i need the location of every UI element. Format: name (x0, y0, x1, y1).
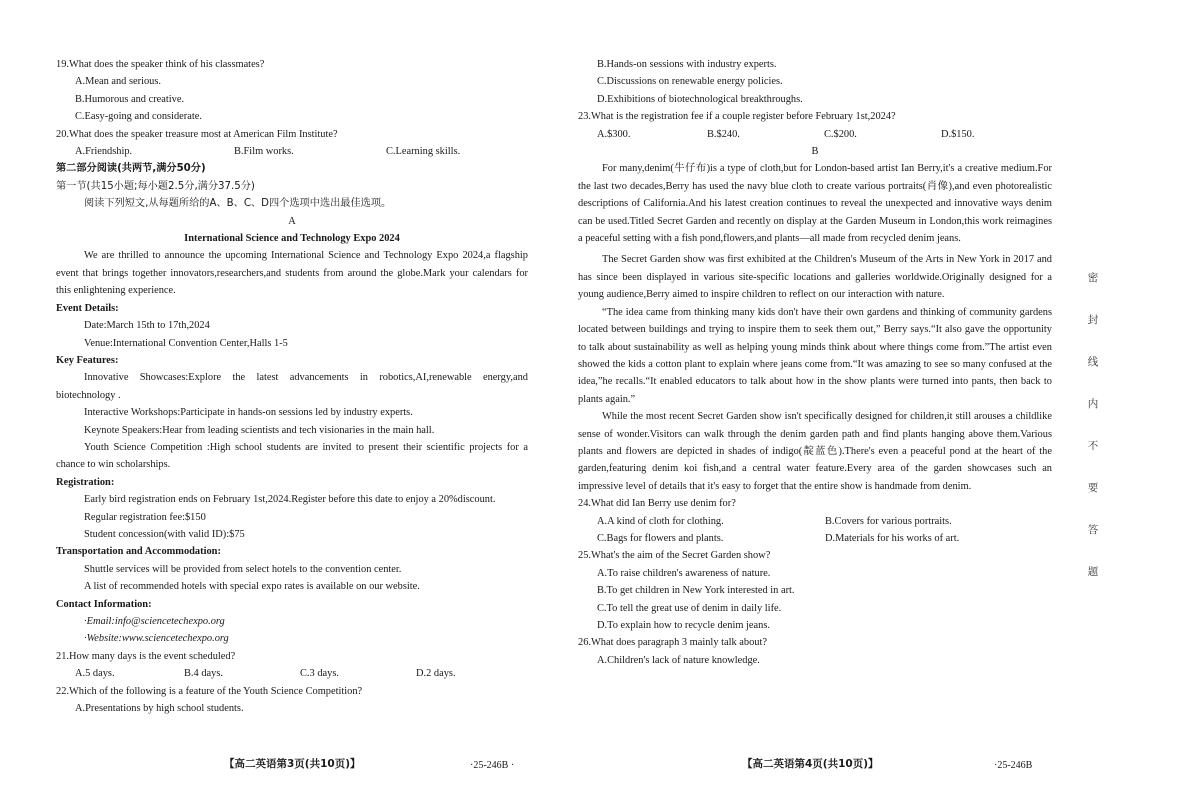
q20-option-a: A.Friendship. (75, 146, 133, 158)
q25-stem: 25.What's the aim of the Secret Garden show? (578, 550, 771, 562)
q24-stem: 24.What did Ian Berry use denim for? (578, 498, 736, 510)
q20-stem: 20.What does the speaker treasure most at American Film Institute? (56, 128, 338, 140)
contact-website: ·Website:www.sciencetechexpo.org (84, 633, 229, 645)
q19-stem: 19.What does the speaker think of his classmates? (56, 59, 265, 70)
left-page-footer: 【高二英语第3页(共10页)】 (224, 758, 361, 770)
q21-stem: 21.How many days is the event scheduled? (56, 650, 236, 662)
passage-b-paragraph-2: The Secret Garden show was first exhibited at the Children's Museum of the Arts in New York in 2017 and has since been displayed in various site-specific locations and galleries worldwide.Originally designed for a young audience,Berry aimed to inspire children to reflect on our interaction with nature. (578, 254, 1052, 301)
seal-char: 题 (1087, 566, 1099, 578)
right-column (578, 56, 1052, 669)
question-24 (578, 495, 1052, 547)
registration-early-bird: Early bird registration ends on February 1st,2024.Register before this date to enjoy a 20%discount. (84, 494, 496, 506)
question-22 (56, 683, 528, 718)
q23-options (578, 126, 1052, 143)
question-20 (56, 126, 528, 161)
seal-char: 答 (1087, 524, 1099, 536)
q26-option-a: A.Children's lack of nature knowledge. (597, 654, 760, 666)
q24-option-d: D.Materials for his works of art. (825, 532, 960, 544)
q24-option-c: C.Bags for flowers and plants. (597, 532, 724, 544)
feature-keynote: Keynote Speakers:Hear from leading scientists and tech visionaries in the main hall. (84, 424, 435, 436)
q24-option-b: B.Covers for various portraits. (825, 515, 952, 527)
q24-options-row1 (578, 513, 1052, 530)
q24-option-a: A.A kind of cloth for clothing. (597, 515, 724, 527)
q20-options (56, 143, 528, 160)
event-details-heading: Event Details: (56, 302, 119, 314)
q25-option-d: D.To explain how to recycle denim jeans. (597, 620, 770, 631)
q25-option-b: B.To get children in New York interested in art. (597, 585, 795, 597)
event-date: Date:March 15th to 17th,2024 (84, 320, 210, 332)
q24-options-row2 (578, 530, 1052, 547)
contact-email: ·Email:info@sciencetechexpo.org (84, 616, 225, 627)
q21-option-a: A.5 days. (75, 668, 115, 680)
passage-b-paragraph-1: For many,denim(牛仔布)is a type of cloth,but for London-based artist Ian Berry,it's a creative medium.For the last two decades,Berry has used the navy blue cloth to create various portraits(肖像),and even photorealistic descriptions of California.And his latest creation continues to reveal the unexpected and innovative ways denim can be used.Titled Secret Garden and recently on display at the Garden Museum in London,this work reimagines a peaceful setting with a fish pond,flowers,and plants—all made from recycled denim jeans. (578, 163, 1052, 245)
q22-option-d: D.Exhibitions of biotechnological breakthroughs. (597, 93, 803, 105)
q26-stem: 26.What does paragraph 3 mainly talk about? (578, 637, 767, 649)
left-column (56, 56, 528, 717)
seal-char: 封 (1087, 314, 1099, 326)
q21-options (56, 665, 528, 682)
question-19 (56, 56, 528, 126)
section1-title: 第一节(共15小题;每小题2.5分,满分37.5分) (56, 180, 255, 192)
seal-char: 线 (1087, 356, 1099, 368)
registration-regular: Regular registration fee:$150 (84, 511, 206, 523)
part2-title: 第二部分阅读(共两节,满分50分) (56, 163, 206, 175)
expo-title: International Science and Technology Expo 2024 (184, 233, 400, 245)
event-venue: Venue:International Convention Center,Halls 1-5 (84, 337, 288, 349)
q23-stem: 23.What is the registration fee if a couple register before February 1st,2024? (578, 111, 896, 123)
q23-option-d: D.$150. (941, 128, 975, 140)
feature-showcases: Innovative Showcases:Explore the latest advancements in robotics,AI,renewable energy,and biotechnology . (56, 372, 528, 401)
seal-char: 密 (1087, 272, 1099, 284)
seal-line-notice (1086, 270, 1100, 606)
q22-stem: 22.Which of the following is a feature of the Youth Science Competition? (56, 685, 363, 697)
q23-option-b: B.$240. (707, 128, 740, 140)
feature-youth-competition: Youth Science Competition :High school students are invited to present their scientific projects for a chance to win scholarships. (56, 441, 528, 471)
q23-option-c: C.$200. (824, 128, 857, 140)
q21-option-b: B.4 days. (184, 668, 223, 680)
question-21 (56, 648, 528, 683)
intro-paragraph: We are thrilled to announce the upcoming International Science and Technology Expo 2024,a flagship event that brings together innovators,researchers,and students from around the globe.Mark your calendars for this enlightening experience. (56, 250, 528, 297)
passage-a-letter: A (288, 215, 296, 227)
q22-option-b: B.Hands-on sessions with industry experts. (597, 59, 777, 70)
q21-option-c: C.3 days. (300, 668, 339, 680)
transport-shuttle: Shuttle services will be provided from select hotels to the convention center. (84, 563, 402, 575)
left-page-code: ·25-246B · (470, 760, 515, 771)
q19-option-a: A.Mean and serious. (75, 76, 161, 88)
registration-student: Student concession(with valid ID):$75 (84, 528, 245, 540)
q20-option-b: B.Film works. (234, 146, 294, 158)
contact-heading: Contact Information: (56, 598, 152, 610)
passage-b-paragraph-3: “The idea came from thinking many kids don't have their own gardens and thinking of community gardens located between buildings and trying to inspire them to seek them out,” Berry says.“It also gave the opportunity to talk about sustainability as well as helping young minds think about where things come from.”The artist even showed the kids a cotton plant to explain where jeans come from.“It was amazing to see so many confused at the idea,”he recalls.“It enabled educators to talk about how in the show plants were turned into pants, then back to plants again.” (578, 306, 1052, 405)
q20-option-c: C.Learning skills. (386, 146, 461, 158)
registration-heading: Registration: (56, 476, 115, 488)
question-26 (578, 634, 1052, 669)
q25-option-c: C.To tell the great use of denim in daily life. (597, 602, 782, 614)
q19-option-c: C.Easy-going and considerate. (75, 111, 202, 123)
seal-char: 内 (1087, 398, 1099, 410)
q23-option-a: A.$300. (597, 128, 631, 140)
transport-hotels: A list of recommended hotels with special expo rates is available on our website. (84, 581, 420, 593)
passage-b-letter: B (811, 146, 819, 158)
question-23 (578, 108, 1052, 143)
transport-heading: Transportation and Accommodation: (56, 546, 221, 558)
right-page-code: ·25-246B (994, 760, 1033, 771)
q25-option-a: A.To raise children's awareness of nature. (597, 567, 771, 579)
right-page-footer: 【高二英语第4页(共10页)】 (742, 758, 879, 770)
seal-char: 不 (1087, 440, 1099, 452)
q22-option-a: A.Presentations by high school students. (75, 703, 244, 715)
q22-option-c: C.Discussions on renewable energy policies. (597, 76, 783, 88)
passage-b-paragraph-4: While the most recent Secret Garden show isn't specifically designed for children,it still arouses a childlike sense of wonder.Visitors can walk through the denim garden path and find plants hanging above them.Various plants and flowers are depicted in shades of indigo(靛蓝色).There's even a peaceful pond at the heart of the garden,featuring denim koi fish,and a central water feature.Every area of the garden showcases such an impressive level of details that it's easy to forget that the entire show is handmade from denim. (578, 411, 1052, 492)
feature-workshops: Interactive Workshops:Participate in hands-on sessions led by industry experts. (84, 407, 413, 419)
question-25 (578, 547, 1052, 634)
q19-option-b: B.Humorous and creative. (75, 93, 185, 105)
seal-char: 要 (1087, 482, 1099, 494)
key-features-heading: Key Features: (56, 354, 119, 366)
instruction: 阅读下列短文,从每题所给的A、B、C、D四个选项中选出最佳选项。 (84, 198, 392, 210)
q21-option-d: D.2 days. (416, 668, 456, 680)
